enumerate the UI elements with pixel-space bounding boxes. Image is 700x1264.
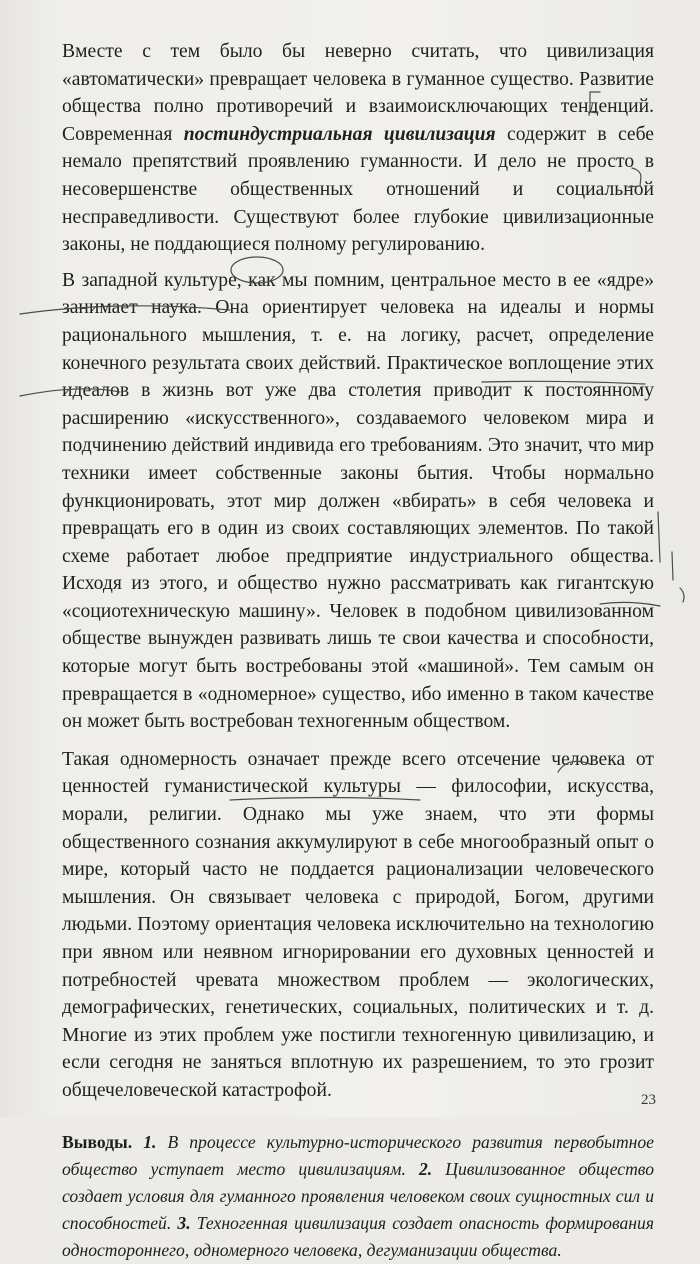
term-postindustrial: постиндустриальная цивилизация [183, 123, 496, 145]
paragraph-1-text: Вместе с тем было бы неверно считать, что цивилизация «автоматически» превращает человека в гуманное существо. Развитие общества полно противоречий и взаимоисключающих тенденций. Современная [62, 41, 654, 145]
paragraph-1-rest: содержит в себе немало препятствий проявлению гуманности. И дело не просто в несовершенстве общественных отношений и социальной несправедливости. Существуют более глубокие цивилизационные законы, не поддающиеся полному регулированию. [62, 123, 655, 256]
text-block [62, 38, 654, 1264]
paragraph-2: В западной культуре, как мы помним, центральное место в ее «ядре» занимает наука. Она ориентирует человека на идеалы и нормы рационального мышления, т. е. на логику, расчет, определение конечного результата своих действий. Практическое воплощение этих идеалов в жизнь вот уже два столетия приводит к постоянному расширению «искусственного», создаваемого человеком мира и подчинению действий индивида его требованиям. Это значит, что мир техники имеет собственные законы бытия. Чтобы нормально функционировать, этот мир должен «вбирать» в себя человека и превращать его в один из своих составляющих элементов. По такой схеме работает любое предприятие индустриального общества. Исходя из этого, и общество нужно рассматривать как гигантскую «социотехническую машину». Человек в подобном цивилизованном обществе вынужден развивать лишь те свои качества и способности, которые могут быть востребованы этой «машиной». Тем самым он превращается в «одномерное» существо, ибо именно в таком качестве он может быть востребован техногенным обществом. [62, 269, 654, 733]
conclusions [62, 1129, 654, 1264]
paragraph-3: Такая одномерность означает прежде всего отсечение человека от ценностей гуманистической культуры — философии, искусства, морали, религии. Однако мы уже знаем, что эти формы общественного сознания аккумулируют в себе многообразный опыт о мире, который часто не поддается рационализации человеческого мышления. Он связывает человека с природой, Богом, другими людьми. Поэтому ориентация человека исключительно на технологию при явном или неявном игнорировании его духовных ценностей и потребностей чревата множеством проблем — экологических, демографических, генетических, социальных, политических и т. д. Многие из этих проблем уже постигли техногенную цивилизацию, и если сегодня не заняться вплотную их разрешением, то это грозит общечеловеческой катастрофой. [62, 748, 654, 1101]
pencil-margin-bar-1 [658, 512, 660, 562]
conclusion-1-text: В процессе культурно-исторического развития первобытное общество уступает место цивилизациям. [62, 1131, 654, 1179]
pencil-margin-mark [680, 588, 684, 602]
page-number: 23 [641, 1092, 656, 1108]
conclusion-3-text: Техногенная цивилизация создает опасность формирования одностороннего, одномерного человека, дегуманизации общества. [62, 1212, 654, 1260]
conclusion-1-number: 1. [143, 1131, 157, 1152]
pencil-margin-bar-2 [672, 552, 673, 580]
conclusion-2-number: 2. [419, 1158, 433, 1179]
paragraph-1 [62, 38, 654, 259]
conclusion-2-text: Цивилизованное общество создает условия для гуманного проявления человеком своих сущностных сил и способностей. [62, 1158, 655, 1233]
conclusion-3-number: 3. [177, 1212, 191, 1233]
conclusions-heading: Выводы. [62, 1131, 133, 1152]
